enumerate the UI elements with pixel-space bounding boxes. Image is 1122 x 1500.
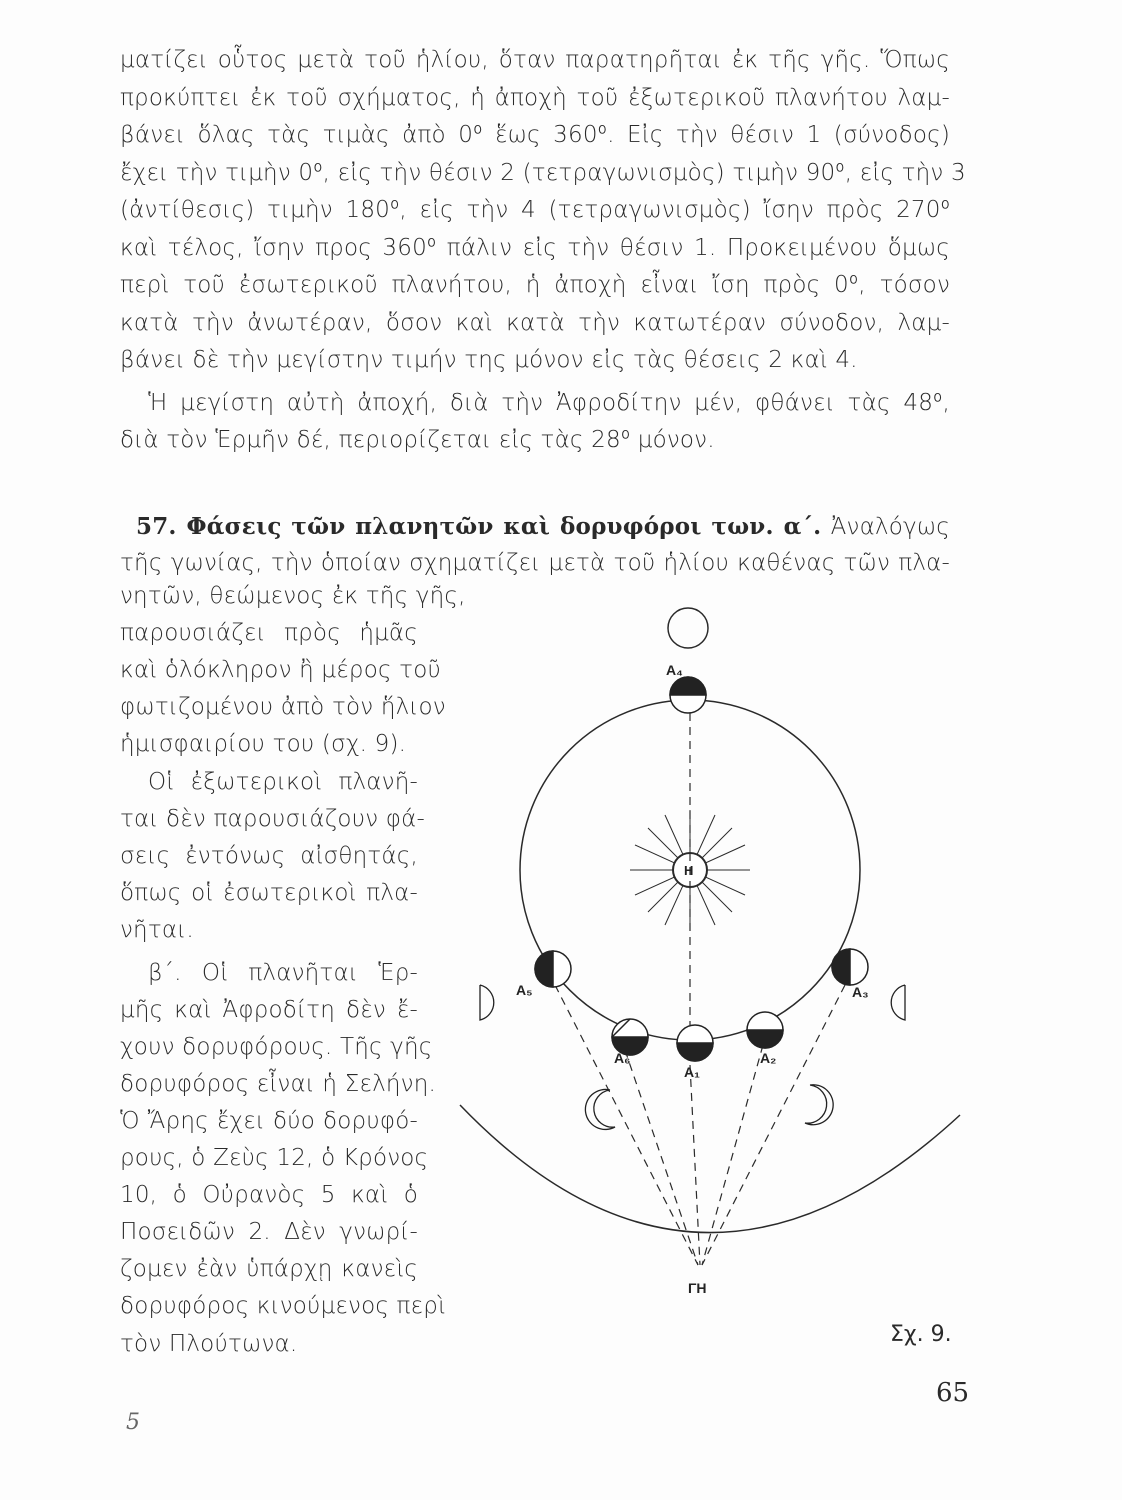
heading-line-rest: Ἀναλόγως [830, 514, 950, 540]
left-column-line: μῆς καὶ Ἀφροδίτη δὲν ἔ- [120, 997, 418, 1023]
left-column-line: καὶ ὁλόκληρον ἢ μέρος τοῦ [120, 657, 442, 683]
label-sun: H [684, 863, 694, 878]
planet-a2 [747, 1012, 783, 1048]
label-earth: ΓΗ [688, 1280, 707, 1296]
left-column-line: νητῶν, θεώμενος ἐκ τῆς γῆς, [120, 583, 466, 609]
label-a4: A₄ [666, 662, 683, 678]
paragraph-line: βάνει ὅλας τὰς τιμὰς ἀπὸ 0⁰ ἕως 360⁰. Εἰς τὴν θέσιν 1 (σύνοδος) [120, 122, 950, 148]
left-column-line: Ὁ Ἄρης ἔχει δύο δορυφό- [120, 1108, 418, 1134]
left-column-line: νῆται. [120, 917, 194, 943]
outer-planet-circle [668, 608, 708, 648]
label-a1: A₁ [684, 1064, 700, 1080]
paragraph-line: (ἀντίθεσις) τιμὴν 180⁰, εἰς τὴν 4 (τετραγωνισμὸς) ἴσην πρὸς 270⁰ [120, 197, 950, 223]
planet-a5 [535, 951, 571, 987]
section-heading: 57. Φάσεις τῶν πλανητῶν καὶ δορυφόροι των. α΄. [136, 513, 822, 540]
section-heading-line [120, 513, 950, 540]
left-column-line: φωτιζομένου ἀπὸ τὸν ἥλιον [120, 694, 446, 720]
paragraph-line: προκύπτει ἐκ τοῦ σχήματος, ἡ ἀποχὴ τοῦ ἐξωτερικοῦ πλανήτου λαμ- [120, 84, 950, 111]
left-column-line: ζομεν ἐὰν ὑπάρχῃ κανεὶς [120, 1256, 418, 1282]
label-a2: A₂ [760, 1050, 777, 1066]
paragraph-line: διὰ τὸν Ἑρμῆν δέ, περιορίζεται εἰς τὰς 28⁰ μόνον. [120, 427, 715, 453]
paragraph-line: καὶ τέλος, ἴσην προς 360⁰ πάλιν εἰς τὴν θέσιν 1. Προκειμένου ὅμως [120, 234, 950, 261]
left-column-line: 10, ὁ Οὐρανὸς 5 καὶ ὁ [120, 1182, 418, 1208]
section-line-2: τῆς γωνίας, τὴν ὁποίαν σχηματίζει μετὰ τοῦ ἡλίου καθένας τῶν πλα- [120, 550, 950, 576]
paragraph-line: Ἡ μεγίστη αὐτὴ ἀποχή, διὰ τὴν Ἀφροδίτην μέν, φθάνει τὰς 48⁰, [148, 389, 950, 416]
left-column-line: Ποσειδῶν 2. Δὲν γνωρί- [120, 1219, 418, 1245]
left-column-line: δορυφόρος κινούμενος περὶ [120, 1293, 447, 1319]
planet-a3 [832, 949, 868, 985]
figure-planet-phases [440, 595, 980, 1315]
planet-a1 [677, 1025, 713, 1061]
left-column-line: σεις ἐντόνως αἰσθητάς, [120, 843, 418, 869]
left-column-line: χουν δορυφόρους. Τῆς γῆς [120, 1034, 433, 1060]
signature-mark: 5 [126, 1410, 140, 1435]
left-column-line: ὅπως οἱ ἐσωτερικοὶ πλα- [120, 880, 418, 906]
left-column-line: ται δὲν παρουσιάζουν φά- [120, 806, 426, 832]
left-column-line: τὸν Πλούτωνα. [120, 1331, 298, 1357]
left-column-line: β΄. Οἱ πλανῆται Ἑρ- [148, 960, 418, 986]
paragraph-line: βάνει δὲ τὴν μεγίστην τιμήν της μόνον εἰς τὰς θέσεις 2 καὶ 4. [120, 347, 858, 373]
paragraph-line: περὶ τοῦ ἐσωτερικοῦ πλανήτου, ἡ ἀποχὴ εἶναι ἴση πρὸς 0⁰, τόσον [120, 272, 950, 298]
page-number: 65 [936, 1378, 970, 1408]
planet-a4 [670, 677, 706, 713]
label-a5: A₅ [516, 982, 533, 998]
paragraph-line: κατὰ τὴν ἀνωτέραν, ὅσον καὶ κατὰ τὴν κατωτέραν σύνοδον, λαμ- [120, 309, 950, 336]
left-column-line: Οἱ ἐξωτερικοὶ πλανῆ- [148, 769, 418, 795]
left-column-line: δορυφόρος εἶναι ἡ Σελήνη. [120, 1071, 436, 1097]
sight-lines [555, 713, 845, 1265]
left-column-line: παρουσιάζει πρὸς ἡμᾶς [120, 620, 418, 646]
label-a6: A₆ [614, 1050, 631, 1066]
left-column-line: ρους, ὁ Ζεὺς 12, ὁ Κρόνος [120, 1145, 429, 1171]
label-a3: A₃ [852, 984, 869, 1000]
figure-caption: Σχ. 9. [890, 1322, 952, 1347]
earth-orbit-arc [460, 1105, 960, 1233]
left-column-line: ἡμισφαιρίου του (σχ. 9). [120, 731, 407, 757]
paragraph-line: ματίζει οὗτος μετὰ τοῦ ἡλίου, ὅταν παρατηρῆται ἐκ τῆς γῆς. Ὅπως [120, 47, 950, 73]
paragraph-line: ἔχει τὴν τιμὴν 0⁰, εἰς τὴν θέσιν 2 (τετραγωνισμὸς) τιμὴν 90⁰, εἰς τὴν 3 [120, 159, 966, 186]
